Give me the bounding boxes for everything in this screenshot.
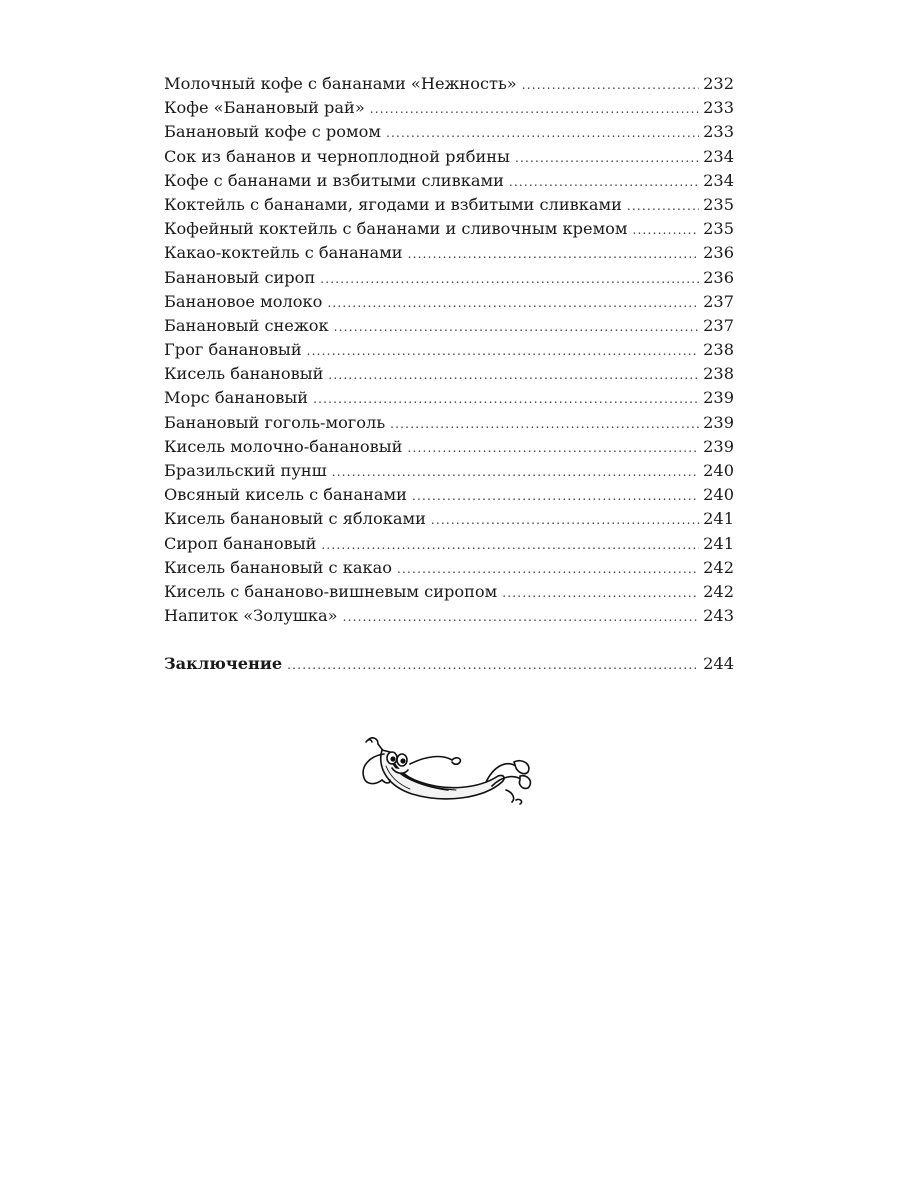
toc-entry-page: 234 xyxy=(703,170,734,190)
toc-entry-page: 237 xyxy=(703,291,734,311)
toc-entry-page: 236 xyxy=(703,243,734,263)
toc-entry-title: Напиток «Золушка» xyxy=(164,606,338,626)
toc-entry-page: 235 xyxy=(703,219,734,239)
toc-entry[interactable] xyxy=(164,411,734,435)
toc-entry[interactable] xyxy=(164,72,734,96)
toc-entry-title: Банановый гоголь-моголь xyxy=(164,412,386,432)
toc-list xyxy=(164,72,734,628)
toc-entry-page: 239 xyxy=(703,412,734,432)
toc-entry[interactable] xyxy=(164,532,734,556)
toc-entry[interactable] xyxy=(164,556,734,580)
dot-leader xyxy=(327,291,699,315)
toc-entry-title: Кофе с бананами и взбитыми сливками xyxy=(164,170,504,190)
toc-entry[interactable] xyxy=(164,604,734,628)
toc-entry-title: Морс банановый xyxy=(164,388,309,408)
toc-entry[interactable] xyxy=(164,241,734,265)
toc-entry[interactable] xyxy=(164,145,734,169)
toc-entry[interactable] xyxy=(164,290,734,314)
toc-entry-page: 234 xyxy=(703,146,734,166)
toc-entry-conclusion[interactable] xyxy=(164,652,734,676)
toc-entry[interactable] xyxy=(164,386,734,410)
toc-entry-page: 232 xyxy=(703,74,734,93)
toc-entry-title: Банановый сироп xyxy=(164,267,316,287)
toc-entry-page: 243 xyxy=(703,606,734,626)
toc-entry-page: 242 xyxy=(703,557,734,577)
toc-entry-title: Банановое молоко xyxy=(164,291,323,311)
toc-entry[interactable] xyxy=(164,96,734,120)
toc-entry-title: Кисель молочно-банановый xyxy=(164,436,403,456)
dot-leader xyxy=(412,484,699,508)
dot-leader xyxy=(502,581,699,605)
toc-entry-title: Молочный кофе с бананами «Нежность» xyxy=(164,74,517,93)
dot-leader xyxy=(370,97,699,121)
toc-entry-title: Кисель банановый xyxy=(164,364,324,384)
table-of-contents xyxy=(164,72,734,677)
toc-entry-title: Сироп банановый xyxy=(164,533,317,553)
dot-leader xyxy=(633,218,700,242)
toc-entry[interactable] xyxy=(164,266,734,290)
dot-leader xyxy=(407,436,699,460)
toc-entry[interactable] xyxy=(164,193,734,217)
dot-leader xyxy=(332,460,699,484)
toc-entry-page: 233 xyxy=(703,98,734,118)
toc-entry-page: 233 xyxy=(703,122,734,142)
toc-entry-page: 239 xyxy=(703,436,734,456)
toc-entry-title: Грог банановый xyxy=(164,340,302,360)
toc-entry-page: 240 xyxy=(703,485,734,505)
toc-entry-page: 238 xyxy=(703,340,734,360)
dot-leader xyxy=(320,267,699,291)
toc-entry-page: 241 xyxy=(703,509,734,529)
toc-entry[interactable] xyxy=(164,217,734,241)
toc-entry-page: 242 xyxy=(703,581,734,601)
toc-entry-page: 237 xyxy=(703,315,734,335)
dot-leader xyxy=(386,121,699,145)
toc-entry[interactable] xyxy=(164,120,734,144)
toc-entry-title: Кисель банановый с какао xyxy=(164,557,393,577)
toc-entry-page: 240 xyxy=(703,461,734,480)
dot-leader xyxy=(343,605,700,629)
dot-leader xyxy=(522,73,699,97)
toc-spacer xyxy=(164,628,734,652)
toc-entry-title: Какао-коктейль с бананами xyxy=(164,243,403,263)
dot-leader xyxy=(321,533,699,557)
toc-entry-page: 244 xyxy=(703,654,734,674)
toc-entry-page: 236 xyxy=(703,267,734,287)
toc-entry-title: Кофе «Банановый рай» xyxy=(164,98,365,118)
toc-entry-page: 235 xyxy=(703,194,734,214)
toc-entry-title: Кофейный коктейль с бананами и сливочным кремом xyxy=(164,219,628,239)
cartoon-banana-icon xyxy=(356,732,536,812)
toc-entry[interactable] xyxy=(164,362,734,386)
toc-entry-title: Коктейль с бананами, ягодами и взбитыми сливками xyxy=(164,194,622,214)
dot-leader xyxy=(287,653,699,677)
dot-leader xyxy=(397,557,699,581)
toc-entry-page: 238 xyxy=(703,364,734,384)
toc-entry-title: Бразильский пунш xyxy=(164,461,327,480)
toc-entry[interactable] xyxy=(164,483,734,507)
dot-leader xyxy=(515,146,699,170)
dot-leader xyxy=(307,339,699,363)
dot-leader xyxy=(627,194,699,218)
dot-leader xyxy=(390,412,699,436)
toc-entry[interactable] xyxy=(164,507,734,531)
toc-entry[interactable] xyxy=(164,338,734,362)
dot-leader xyxy=(313,387,699,411)
toc-entry-title: Банановый кофе с ромом xyxy=(164,122,381,142)
toc-entry-page: 241 xyxy=(703,533,734,553)
toc-entry-title: Сок из бананов и черноплодной рябины xyxy=(164,146,510,166)
toc-entry-page: 239 xyxy=(703,388,734,408)
toc-entry-title: Кисель с бананово-вишневым сиропом xyxy=(164,581,498,601)
dot-leader xyxy=(509,170,699,194)
dot-leader xyxy=(431,508,699,532)
toc-entry[interactable] xyxy=(164,580,734,604)
dot-leader xyxy=(328,363,699,387)
toc-entry-title: Банановый снежок xyxy=(164,315,329,335)
toc-entry[interactable] xyxy=(164,459,734,483)
toc-entry-title: Кисель банановый с яблоками xyxy=(164,509,426,529)
toc-entry[interactable] xyxy=(164,435,734,459)
toc-entry[interactable] xyxy=(164,314,734,338)
dot-leader xyxy=(408,242,700,266)
toc-entry[interactable] xyxy=(164,169,734,193)
toc-entry-title: Овсяный кисель с бананами xyxy=(164,485,407,505)
toc-entry-title: Заключение xyxy=(164,654,283,674)
dot-leader xyxy=(334,315,699,339)
